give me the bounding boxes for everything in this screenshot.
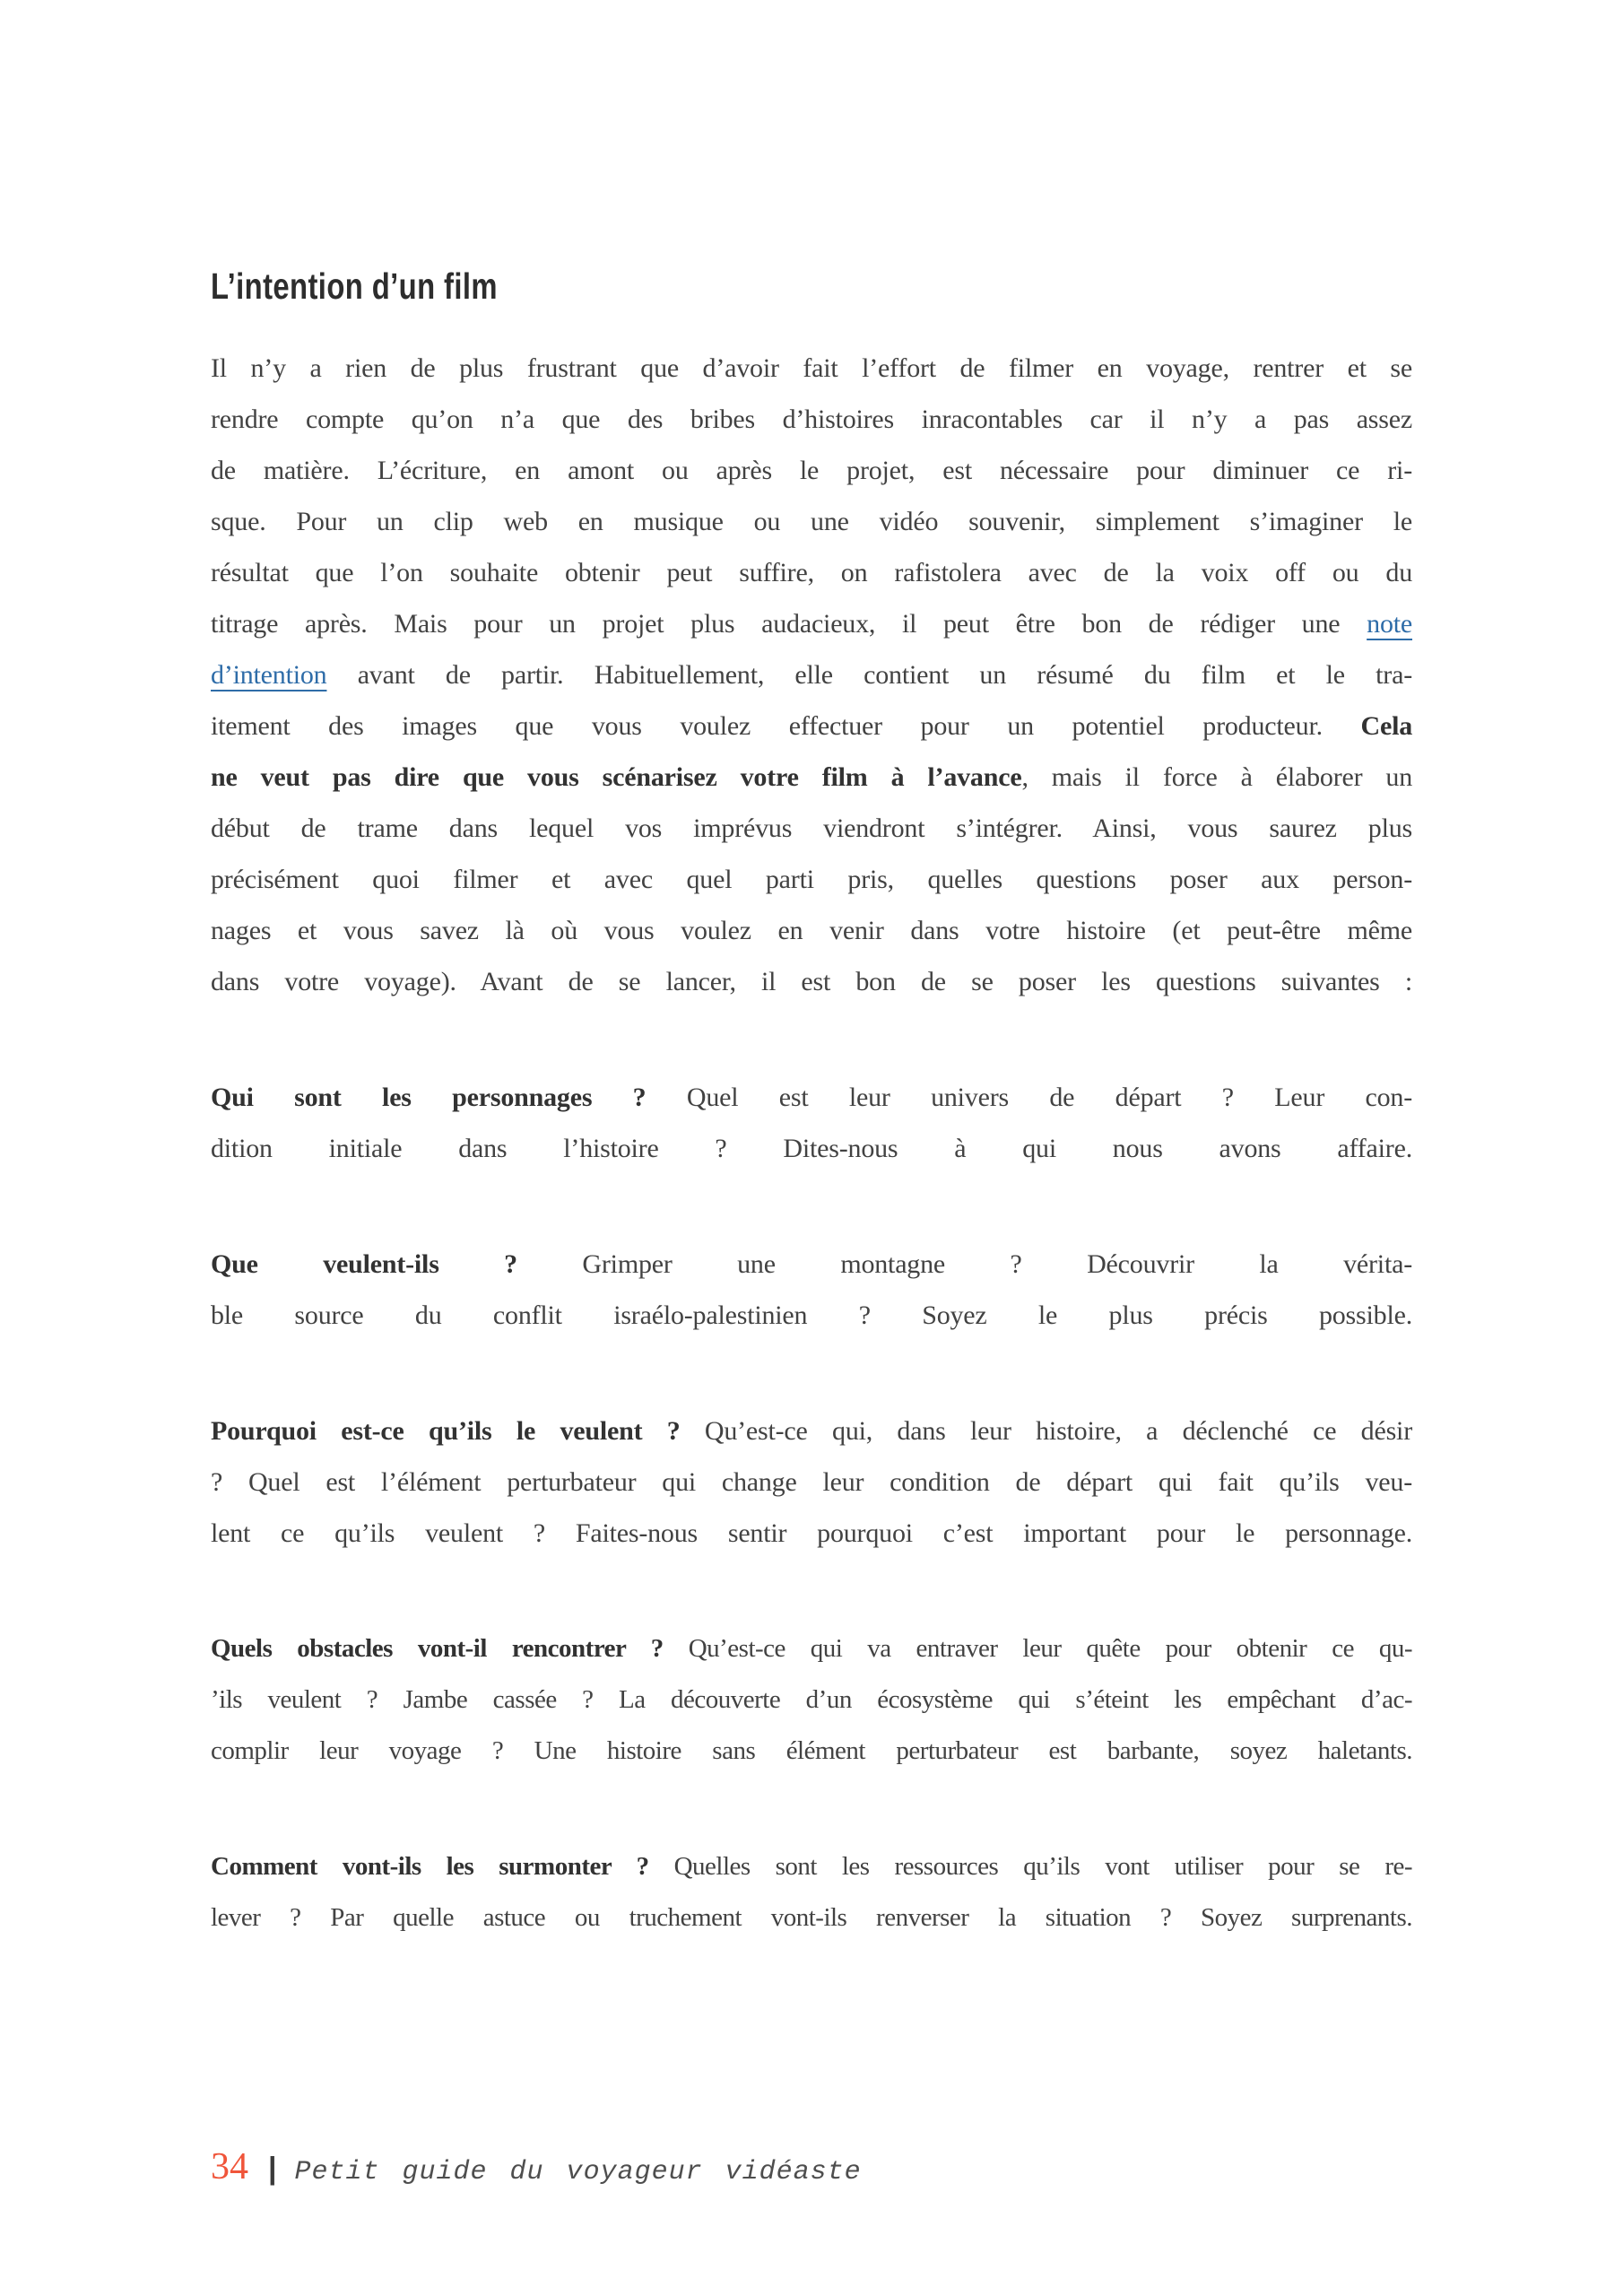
- text-line: [211, 956, 1412, 1007]
- text-line: [211, 803, 1412, 854]
- text-line: [211, 1457, 1412, 1508]
- text-run: dans votre voyage). Avant de se lancer, il est bon de se poser les questions suivantes :: [211, 967, 1412, 996]
- text-run: lent ce qu’ils veulent ? Faites-nous sentir pourquoi c’est important pour le personnage.: [211, 1518, 1412, 1548]
- paragraph-intro: [211, 343, 1412, 1007]
- link-note-dintention[interactable]: note: [1367, 609, 1412, 639]
- text-line: [211, 445, 1412, 496]
- text-run: rendre compte qu’on n’a que des bribes d’histoires inracontables car il n’y a pas assez: [211, 404, 1412, 434]
- text-line: [211, 854, 1412, 905]
- page-number: 34: [211, 2146, 248, 2187]
- text-line: [211, 1290, 1412, 1341]
- text-run: précisément quoi filmer et avec quel parti pris, quelles questions poser aux person-: [211, 865, 1412, 894]
- question-lead-text: Pourquoi est-ce qu’ils le veulent ?: [211, 1416, 681, 1446]
- text-line: [211, 598, 1412, 649]
- text-run: Qu’est-ce qui, dans leur histoire, a déclenché ce désir: [680, 1416, 1412, 1446]
- question-lead-text: Cela: [1360, 711, 1412, 741]
- text-line: [211, 343, 1412, 394]
- text-run: titrage après. Mais pour un projet plus audacieux, il peut être bon de rédiger une: [211, 609, 1367, 639]
- paragraph-question-veulent: [211, 1239, 1412, 1341]
- text-line: [211, 394, 1412, 445]
- text-run: Qu’est-ce qui va entraver leur quête pour obtenir ce qu-: [663, 1634, 1413, 1663]
- text-line: [211, 1726, 1412, 1777]
- book-title: Petit guide du voyageur vidéaste: [294, 2157, 862, 2187]
- text-run: résultat que l’on souhaite obtenir peut suffire, on rafistolera avec de la voix off ou du: [211, 558, 1412, 587]
- text-run: début de trame dans lequel vos imprévus viendront s’intégrer. Ainsi, vous saurez plus: [211, 813, 1412, 843]
- question-lead-text: Quels obstacles vont-il rencontrer ?: [211, 1634, 664, 1663]
- text-line: [211, 752, 1412, 803]
- section-heading: L’intention d’un film: [211, 265, 498, 307]
- text-run: lever ? Par quelle astuce ou truchement vont-ils renverser la situation ? Soyez surprenants.: [211, 1903, 1412, 1932]
- text-run: ’ils veulent ? Jambe cassée ? La découverte d’un écosystème qui s’éteint les empêchant d’ac-: [211, 1685, 1412, 1714]
- text-run: ? Quel est l’élément perturbateur qui change leur condition de départ qui fait qu’ils veu-: [211, 1467, 1412, 1497]
- text-run: , mais il force à élaborer un: [1021, 762, 1413, 792]
- text-line: [211, 1892, 1412, 1944]
- text-run: itement des images que vous voulez effectuer pour un potentiel producteur.: [211, 711, 1361, 741]
- text-line: [211, 1239, 1412, 1290]
- paragraph-question-pourquoi: [211, 1405, 1412, 1559]
- text-run: Quelles sont les ressources qu’ils vont utiliser pour se re-: [648, 1852, 1413, 1881]
- page-footer: [211, 2145, 862, 2188]
- text-line: [211, 649, 1412, 700]
- text-line: [211, 1674, 1412, 1726]
- text-line: [211, 1123, 1412, 1174]
- text-line: [211, 1508, 1412, 1559]
- text-line: [211, 547, 1412, 598]
- paragraph-question-obstacles: [211, 1623, 1412, 1777]
- text-run: Grimper une montagne ? Découvrir la vérita-: [516, 1249, 1412, 1279]
- text-run: sque. Pour un clip web en musique ou une vidéo souvenir, simplement s’imaginer le: [211, 507, 1412, 536]
- text-line: [211, 1841, 1412, 1892]
- paragraph-question-personnages: [211, 1072, 1412, 1174]
- text-line: [211, 1623, 1412, 1674]
- text-run: nages et vous savez là où vous voulez en venir dans votre histoire (et peut-être même: [211, 916, 1412, 945]
- page-content: [211, 343, 1412, 1944]
- text-line: [211, 496, 1412, 547]
- question-lead-text: Qui sont les personnages ?: [211, 1083, 647, 1112]
- text-line: [211, 905, 1412, 956]
- text-line: [211, 700, 1412, 752]
- link-note-dintention[interactable]: d’intention: [211, 660, 327, 690]
- text-run: avant de partir. Habituellement, elle contient un résumé du film et le tra-: [326, 660, 1412, 690]
- text-run: ble source du conflit israélo-palestinien ? Soyez le plus précis possible.: [211, 1300, 1412, 1330]
- text-line: [211, 1072, 1412, 1123]
- question-lead-text: Que veulent-ils ?: [211, 1249, 517, 1279]
- footer-separator: |: [268, 2152, 277, 2186]
- text-run: Il n’y a rien de plus frustrant que d’avoir fait l’effort de filmer en voyage, rentrer et se: [211, 353, 1412, 383]
- text-run: de matière. L’écriture, en amont ou après le projet, est nécessaire pour diminuer ce ri-: [211, 456, 1412, 485]
- question-lead-text: Comment vont-ils les surmonter ?: [211, 1852, 649, 1881]
- text-run: complir leur voyage ? Une histoire sans élément perturbateur est barbante, soyez haletants.: [211, 1736, 1412, 1765]
- text-run: dition initiale dans l’histoire ? Dites-nous à qui nous avons affaire.: [211, 1134, 1412, 1163]
- question-lead-text: ne veut pas dire que vous scénarisez votre film à l’avance: [211, 762, 1022, 792]
- paragraph-question-surmonter: [211, 1841, 1412, 1944]
- text-run: Quel est leur univers de départ ? Leur con-: [646, 1083, 1412, 1112]
- text-line: [211, 1405, 1412, 1457]
